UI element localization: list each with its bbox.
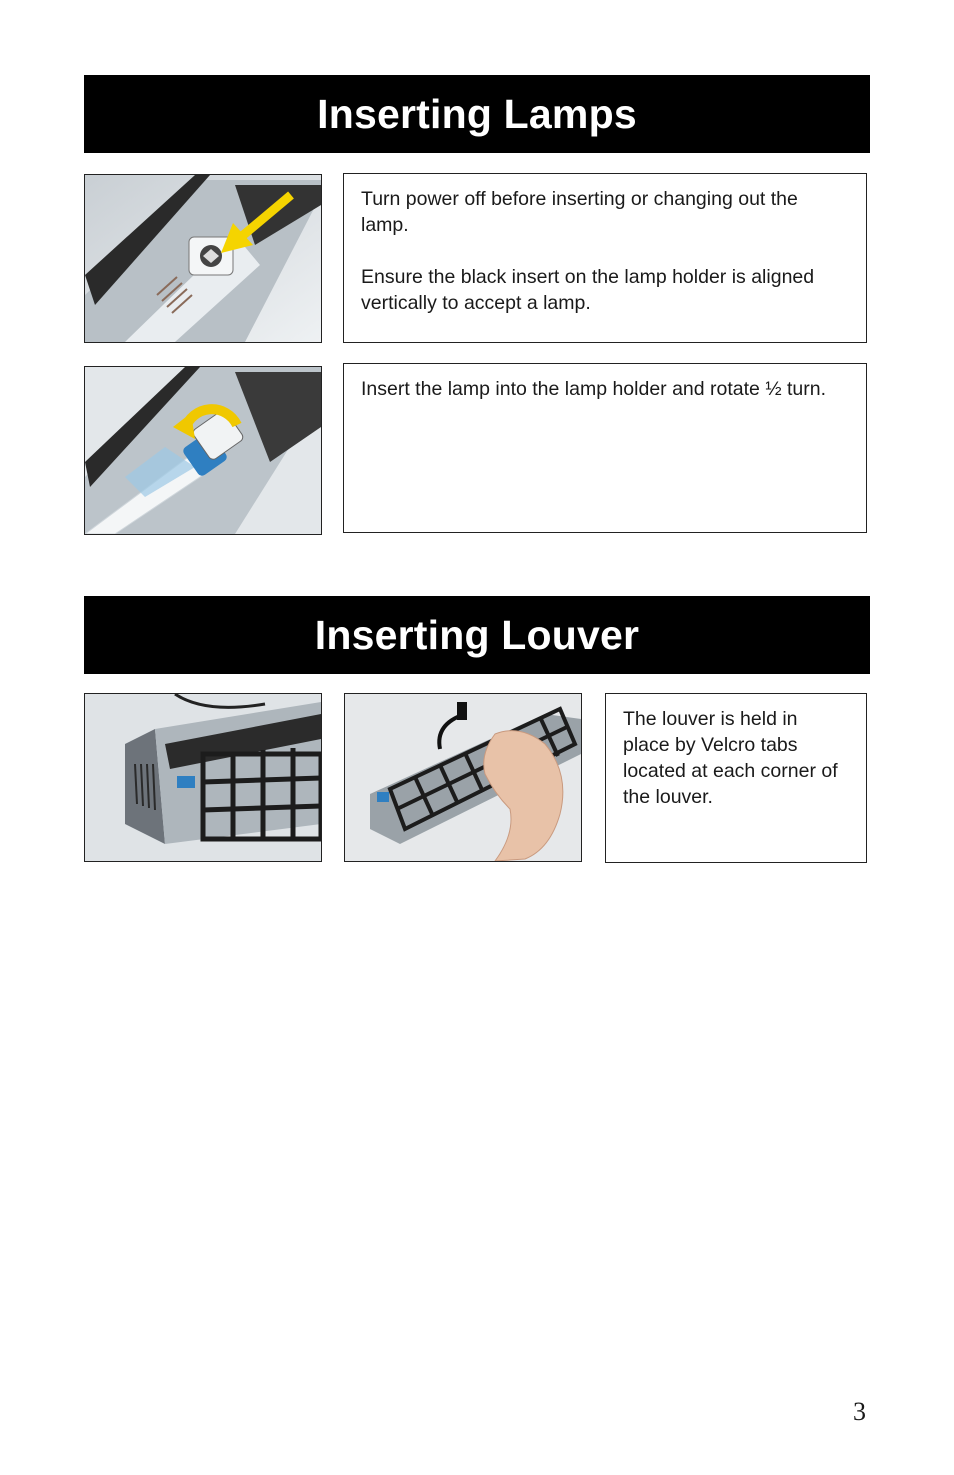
step-2-instructions (343, 363, 867, 533)
page-number: 3 (853, 1397, 866, 1426)
lamp-rotate-icon (85, 367, 321, 534)
step-2-paragraph-1: Insert the lamp into the lamp holder and rotate ½ turn. (361, 378, 827, 400)
lamp-holder-with-arrow-icon (85, 175, 321, 342)
louver-end-view-photo (84, 693, 322, 862)
step-1-paragraph-2: Ensure the black insert on the lamp holder is aligned vertically to accept a lamp. (361, 266, 815, 314)
step-1-instructions (343, 173, 867, 343)
section-title-inserting-lamps: Inserting Lamps (84, 75, 870, 153)
section-title-inserting-louver: Inserting Louver (84, 596, 870, 674)
louver-hand-insert-icon (345, 694, 581, 861)
step-1-paragraph-1: Turn power off before inserting or changing out the lamp. (361, 188, 798, 236)
louver-end-view-icon (85, 694, 321, 861)
louver-hand-insert-photo (344, 693, 582, 862)
lamp-holder-photo (84, 174, 322, 343)
louver-instructions (605, 693, 867, 863)
louver-paragraph-1: The louver is held in place by Velcro tabs located at each corner of the louver. (623, 708, 838, 808)
lamp-rotate-photo (84, 366, 322, 535)
